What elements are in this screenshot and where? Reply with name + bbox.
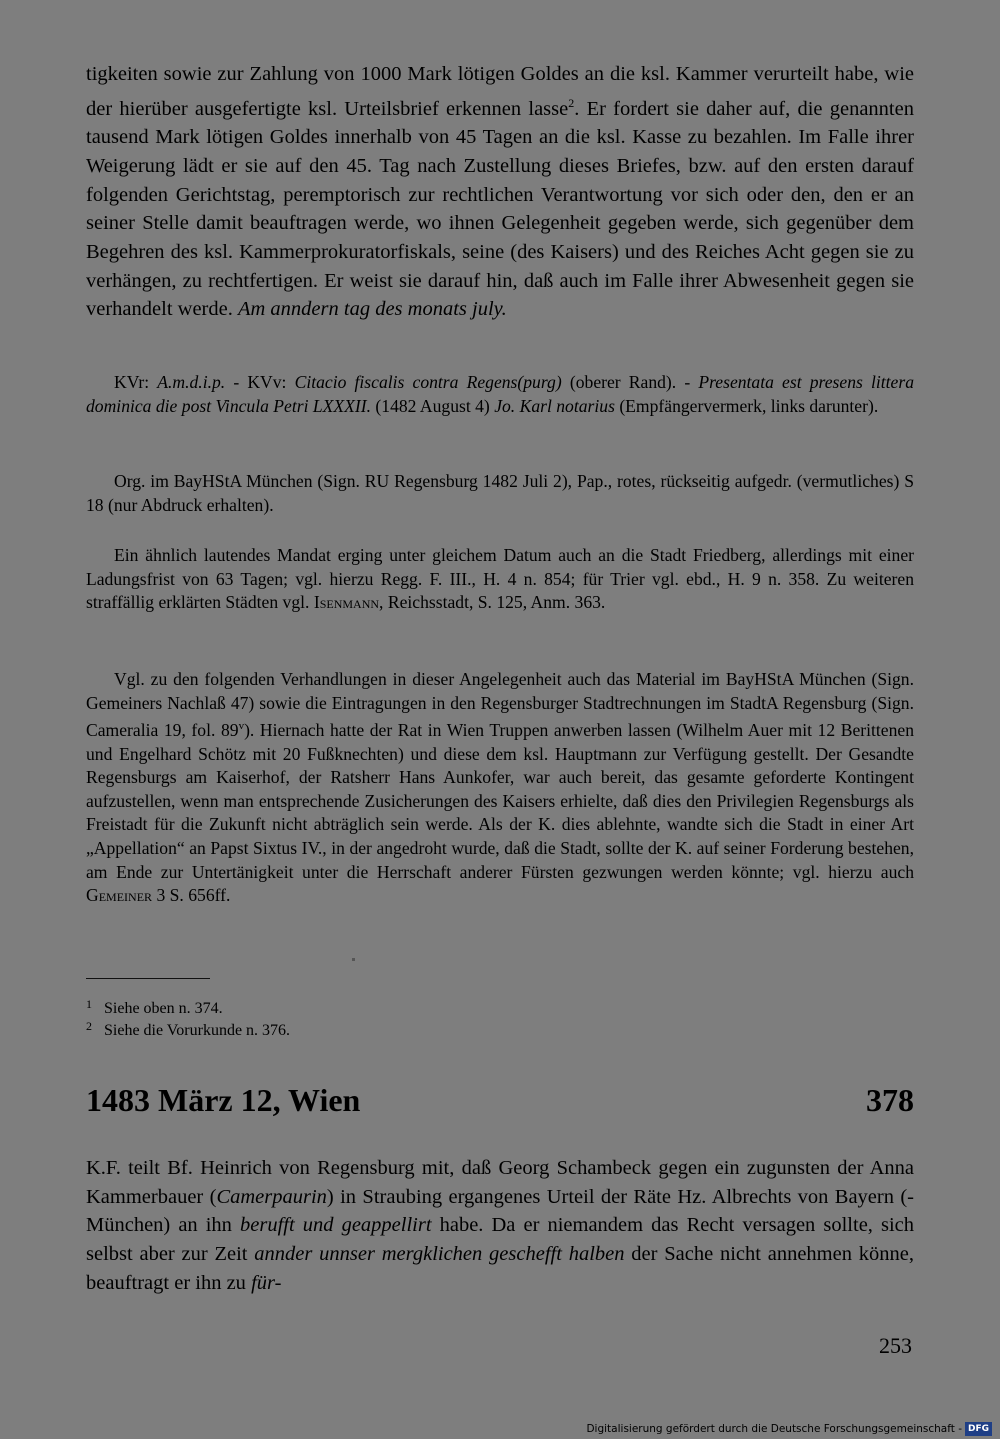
- document-number-heading: 378: [866, 1082, 914, 1118]
- footnote-1: 1 Siehe oben n. 374.: [86, 997, 223, 1017]
- body-paragraph-continuation: tigkeiten sowie zur Zahlung von 1000 Mark lötigen Goldes an die ksl. Kammer verurteilt habe, wie der hierüber ausgefertigte ksl. Urteilsbrief erkennen lasse$^2$. Er fordert sie daher auf, die genannten tausend Mark lötigen Goldes innerhalb von 45 Tagen an die ksl. Kasse zu bezahlen. Im Falle ihrer Weigerung lädt er sie auf den 45. Tag nach Zustellung dieses Briefes, bzw. auf den ersten darauf folgenden Gerichtstag, peremptorisch zur rechtlichen Verantwortung vor sich oder den, den er an seiner Stelle damit beauftragen werde, wo ihnen Gelegenheit gegeben werde, sich gegenüber dem Begehren des ksl. Kammerprokuratorfiskals, seine (des Kaisers) und des Reiches Acht gegen sie zu verhängen, zu rechtfertigen. Er weist sie darauf hin, daß auch im Falle ihrer Abwesenheit gegen sie verhandelt werde. Am anndern tag des monats july.: [86, 63, 914, 321]
- footnote-2: 2 Siehe die Vorurkunde n. 376.: [86, 1019, 291, 1039]
- endorsement-note: KVr: A.m.d.i.p. - KVv: Citacio fiscalis contra Regens(purg) (oberer Rand). - Presentata est presens littera dominica die post Vincula Petri LXXXII. (1482 August 4) Jo. Karl notarius (Empfängervermerk, links darunter).: [86, 372, 914, 416]
- dfg-logo: DFG: [965, 1422, 992, 1436]
- regest-paragraph: K.F. teilt Bf. Heinrich von Regensburg mit, daß Georg Schambeck gegen ein zugunsten der Anna Kammerbauer (Camerpaurin) in Straubing ergangenes Urteil der Räte Hz. Albrechts von Bayern (-München) an ihn berufft und geappellirt habe. Da er niemandem das Recht versagen sollte, sich selbst aber zur Zeit annder unnser mergklichen geschefft halben der Sache nicht annehmen könne, beauftragt er ihn zu für-: [86, 1157, 915, 1294]
- negotiations-note: Vgl. zu den folgenden Verhandlungen in dieser Angelegenheit auch das Material im BayHStA München (Sign. Gemeiners Nachlaß 47) sowie die Eintragungen in den Regensburger Stadtrechnungen im StadtA Regensburg (Sign. Cameralia 19, fol. 89$^v$). Hiernach hatte der Rat in Wien Truppen anwerben lassen (Wilhelm Auer mit 12 Berittenen und Engelhard Schötz mit 20 Fußknechten) und diese dem ksl. Hauptmann zur Verfügung gestellt. Der Gesandte Regensburgs am Kaiserhof, der Ratsherr Hans Aunkofer, war auch bereit, das gesamte geforderte Kontingent aufzustellen, wenn man entsprechende Zusicherungen des Kaisers erhielte, daß dies den Privilegien Regensburgs als Freistadt für die Zukunft nicht abträglich sein werde. Als der K. dies ablehnte, wandte sich die Stadt in einer Art „Appellation“ an Papst Sixtus IV., in der angedroht wurde, daß die Stadt, sollte der K. auf seiner Forderung bestehen, am Ende zur Untertänigkeit unter die Herrschaft anderer Fürsten gezwungen werden könnte; vgl. hierzu auch Gemeiner 3 S. 656ff.: [86, 669, 915, 906]
- footnote-reference: 2: [568, 95, 575, 110]
- original-source-note: Org. im BayHStA München (Sign. RU Regensburg 1482 Juli 2), Pap., rotes, rückseitig aufgedr. (vermutliches) S 18 (nur Abdruck erhalten).: [86, 471, 914, 515]
- page-number: 253: [879, 1333, 912, 1358]
- similar-mandate-note: Ein ähnlich lautendes Mandat erging unter gleichem Datum auch an die Stadt Friedberg, allerdings mit einer Ladungsfrist von 63 Tagen; vgl. hierzu Regg. F. III., H. 4 n. 854; für Trier vgl. ebd., H. 9 n. 358. Zu weiteren straffällig erklärten Städten vgl. Isenmann, Reichsstadt, S. 125, Anm. 363.: [86, 545, 914, 613]
- footnote-divider: [86, 978, 210, 979]
- stray-mark: [352, 958, 355, 961]
- document-date-heading: 1483 März 12, Wien: [86, 1082, 361, 1118]
- digitization-credit: Digitalisierung gefördert durch die Deutsche Forschungsgemeinschaft - DFG: [586, 1422, 992, 1436]
